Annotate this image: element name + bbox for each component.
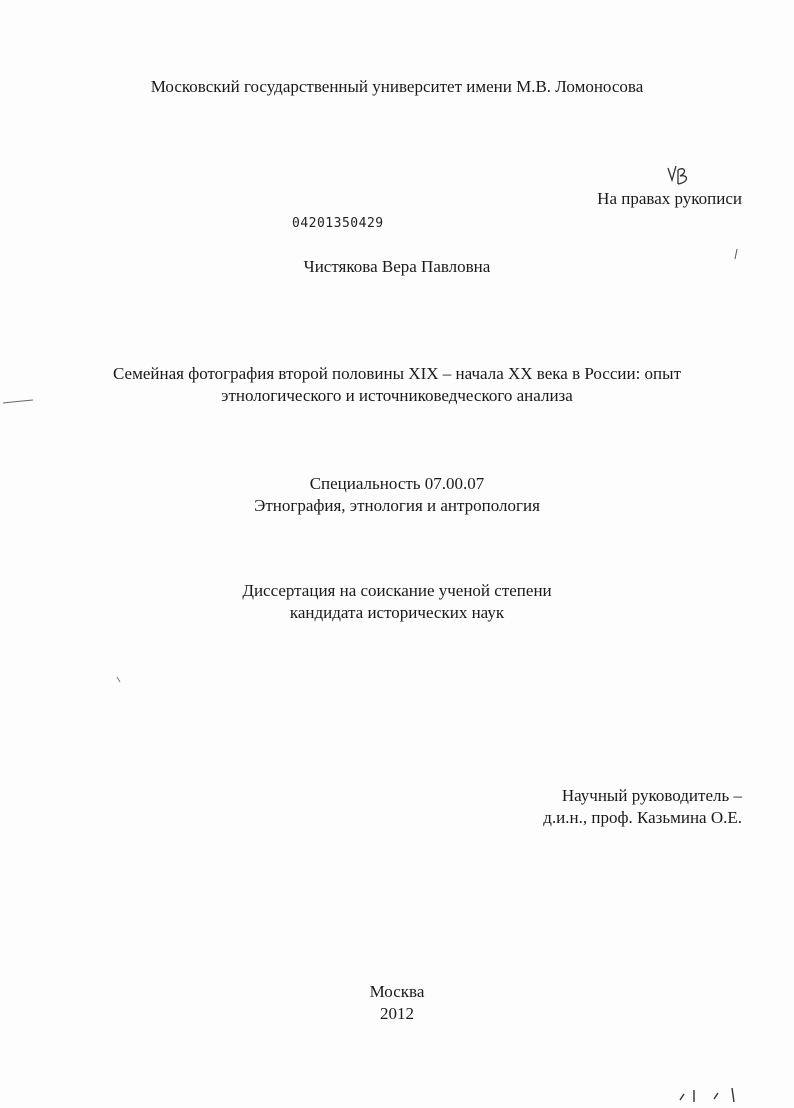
page-corner-marks (676, 1084, 746, 1104)
dissertation-title-line1: Семейная фотография второй половины XIX – начала XX века в России: опыт (112, 364, 682, 383)
advisor-role: Научный руководитель – (561, 786, 742, 805)
margin-pencil-stroke (2, 398, 34, 406)
catalog-number: 04201350429 (292, 216, 384, 231)
author-name: Чистякова Вера Павловна (303, 257, 491, 276)
stray-dot-mark (116, 676, 122, 684)
degree-line2: кандидата исторических наук (289, 603, 505, 622)
city: Москва (369, 982, 425, 1001)
university-name: Московский государственный университет имени М.В. Ломоносова (150, 77, 644, 96)
degree-line1: Диссертация на соискание ученой степени (242, 581, 552, 600)
specialty-code: Специальность 07.00.07 (309, 474, 485, 493)
advisor-name: д.и.н., проф. Казьмина О.Е. (543, 808, 742, 827)
dissertation-title-line2: этнологического и источниковедческого анализа (221, 386, 573, 405)
year: 2012 (380, 1004, 414, 1023)
handwritten-initials-mark (664, 162, 694, 188)
specialty-name: Этнография, этнология и антропология (254, 496, 540, 515)
manuscript-note: На правах рукописи (597, 189, 742, 208)
